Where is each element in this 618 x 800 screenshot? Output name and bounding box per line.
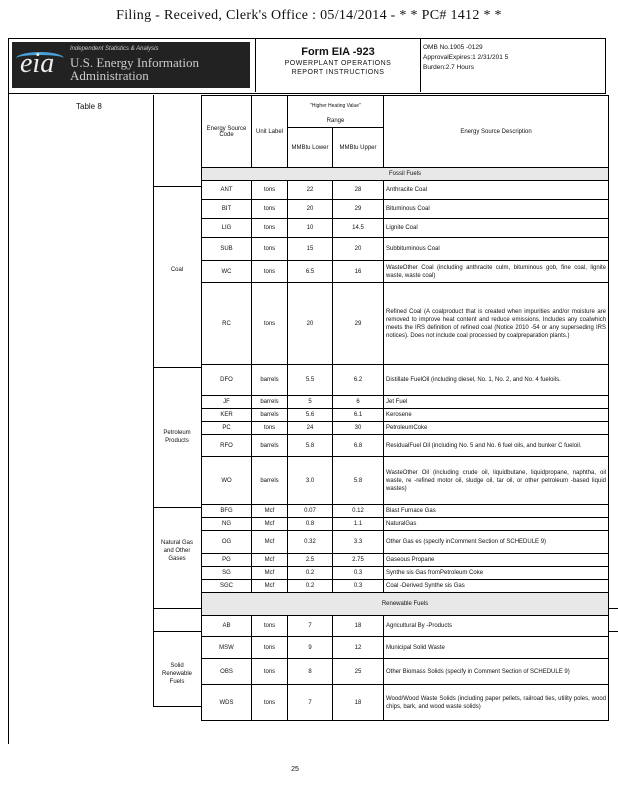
filing-stamp: Filing - Received, Clerk's Office : 05/14/2014 - * * PC# 1412 * *	[116, 8, 502, 23]
cell-unit: barrels	[252, 396, 288, 409]
table-row	[202, 567, 609, 580]
cell-code: ANT	[202, 181, 252, 200]
cell-lower: 8	[288, 659, 333, 685]
cell-upper: 1.1	[333, 518, 384, 531]
cell-unit: Mcf	[252, 505, 288, 518]
cell-lower: 0.32	[288, 531, 333, 554]
category-separator	[153, 706, 201, 707]
category-gas: Natural Gas and Other Gases	[160, 540, 193, 562]
table-row	[202, 531, 609, 554]
omb-number: OMB No.1905 -0129	[423, 44, 483, 51]
cell-upper: 20	[333, 238, 384, 261]
cell-code: DFO	[202, 365, 252, 396]
table-row	[202, 200, 609, 219]
cell-code: RC	[202, 283, 252, 365]
cell-desc: Lignite Coal	[384, 219, 609, 238]
table-row	[202, 261, 609, 283]
table-row	[202, 283, 609, 365]
cell-upper: 0.3	[333, 567, 384, 580]
cell-code: WC	[202, 261, 252, 283]
cell-lower: 7	[288, 685, 333, 721]
cell-upper: 6.8	[333, 435, 384, 457]
cell-code: SUB	[202, 238, 252, 261]
approval-expires: ApprovalExpires:1 2/31/201 5	[423, 54, 509, 61]
cell-desc: Municipal Solid Waste	[384, 637, 609, 659]
cell-lower: 20	[288, 283, 333, 365]
cell-unit: tons	[252, 261, 288, 283]
cell-desc: Other Biomass Solids (specify in Comment Section of SCHEDULE 9)	[384, 659, 609, 685]
section-extension-line	[608, 631, 618, 632]
cell-unit: Mcf	[252, 531, 288, 554]
table-row	[202, 659, 609, 685]
cell-code: AB	[202, 616, 252, 637]
cell-desc: WasteOther Oil (including crude oil, liquidbutane, liquidpropane, naphtha, oil waste, re -refined motor oil, sludge oil, tar oil, or other petroleum -based liquid wastes)	[384, 457, 609, 505]
form-header	[8, 38, 606, 94]
section-row	[202, 593, 609, 616]
table-row	[202, 518, 609, 531]
table-row	[202, 422, 609, 435]
table-row	[202, 219, 609, 238]
table-row	[202, 554, 609, 567]
col-header-lower: MMBtu Lower	[288, 128, 333, 168]
cell-lower: 0.8	[288, 518, 333, 531]
cell-desc: Distillate FuelOil (including diesel, No. 1, No. 2, and No. 4 fueloils.	[384, 365, 609, 396]
table-row	[202, 409, 609, 422]
section-row	[202, 168, 609, 181]
col-header-range: Range	[288, 116, 384, 128]
cell-code: SGC	[202, 580, 252, 593]
left-frame-line	[8, 94, 154, 744]
category-separator	[153, 186, 201, 187]
cell-desc: Agricultural By -Products	[384, 616, 609, 637]
cell-desc: Subbituminous Coal	[384, 238, 609, 261]
cell-upper: 6	[333, 396, 384, 409]
table-row	[202, 505, 609, 518]
col-header-upper: MMBtu Upper	[333, 128, 384, 168]
form-title: Form EIA -923	[301, 46, 375, 58]
table-row	[202, 365, 609, 396]
table-row	[202, 616, 609, 637]
cell-upper: 6.2	[333, 365, 384, 396]
cell-unit: tons	[252, 422, 288, 435]
cell-lower: 5.8	[288, 435, 333, 457]
table-row	[202, 580, 609, 593]
cell-unit: Mcf	[252, 580, 288, 593]
cell-lower: 9	[288, 637, 333, 659]
cell-code: RFO	[202, 435, 252, 457]
cell-unit: tons	[252, 659, 288, 685]
cell-desc: PetroleumCoke	[384, 422, 609, 435]
section-renewable: Renewable Fuels	[202, 593, 609, 616]
cell-upper: 0.12	[333, 505, 384, 518]
cell-desc: WasteOther Coal (including anthracite culm, bituminous gob, fine coal, lignite waste, waste coal)	[384, 261, 609, 283]
category-separator	[153, 608, 201, 609]
table-label: Table 8	[76, 102, 102, 111]
cell-unit: tons	[252, 200, 288, 219]
section-fossil: Fossil Fuels	[202, 168, 609, 181]
section-extension-line	[608, 608, 618, 609]
cell-desc: Wood/Wood Waste Solids (including paper pellets, railroad ties, utility poles, wood chips, bark, and wood waste solids)	[384, 685, 609, 721]
cell-lower: 2.5	[288, 554, 333, 567]
cell-code: NG	[202, 518, 252, 531]
form-subtitle-1: POWERPLANT OPERATIONS	[284, 60, 392, 67]
cell-unit: tons	[252, 181, 288, 200]
logo-agency-name: U.S. Energy Information Administration	[70, 55, 200, 83]
cell-upper: 0.3	[333, 580, 384, 593]
form-subtitle-2: REPORT INSTRUCTIONS	[291, 69, 385, 76]
cell-unit: barrels	[252, 435, 288, 457]
table-row	[202, 435, 609, 457]
cell-upper: 30	[333, 422, 384, 435]
cell-code: BFG	[202, 505, 252, 518]
table-row	[202, 685, 609, 721]
cell-unit: tons	[252, 685, 288, 721]
cell-code: PG	[202, 554, 252, 567]
table-row	[202, 637, 609, 659]
cell-lower: 5.6	[288, 409, 333, 422]
cell-desc: ResidualFuel Oil (including No. 5 and No. 6 fuel oils, and bunker C fueloil.	[384, 435, 609, 457]
cell-lower: 0.07	[288, 505, 333, 518]
cell-code: PC	[202, 422, 252, 435]
cell-lower: 22	[288, 181, 333, 200]
cell-upper: 3.3	[333, 531, 384, 554]
col-header-desc: Energy Source Description	[384, 96, 609, 168]
cell-code: BIT	[202, 200, 252, 219]
cell-desc: Blast Furnace Gas	[384, 505, 609, 518]
cell-unit: tons	[252, 616, 288, 637]
cell-lower: 20	[288, 200, 333, 219]
cell-upper: 5.8	[333, 457, 384, 505]
cell-upper: 18	[333, 685, 384, 721]
cell-upper: 25	[333, 659, 384, 685]
category-separator	[153, 367, 201, 368]
cell-desc: Anthracite Coal	[384, 181, 609, 200]
cell-unit: Mcf	[252, 518, 288, 531]
cell-unit: Mcf	[252, 554, 288, 567]
cell-upper: 28	[333, 181, 384, 200]
cell-unit: tons	[252, 283, 288, 365]
cell-lower: 7	[288, 616, 333, 637]
cell-unit: barrels	[252, 457, 288, 505]
cell-lower: 24	[288, 422, 333, 435]
cell-desc: Bituminous Coal	[384, 200, 609, 219]
form-title-block	[255, 39, 421, 92]
category-separator	[153, 631, 201, 632]
cell-code: SG	[202, 567, 252, 580]
page-number: 25	[291, 766, 299, 773]
cell-upper: 14.5	[333, 219, 384, 238]
cell-desc: Gaseous Propane	[384, 554, 609, 567]
cell-lower: 10	[288, 219, 333, 238]
table-row	[202, 181, 609, 200]
cell-unit: tons	[252, 219, 288, 238]
cell-desc: Coal -Derived Synthe sis Gas	[384, 580, 609, 593]
category-solid: Solid Renewable Fuels	[161, 663, 193, 685]
cell-upper: 6.1	[333, 409, 384, 422]
cell-upper: 2.75	[333, 554, 384, 567]
cell-desc: NaturalGas	[384, 518, 609, 531]
category-coal: Coal	[170, 267, 184, 273]
cell-unit: tons	[252, 637, 288, 659]
col-header-unit: Unit Label	[252, 96, 288, 168]
cell-upper: 29	[333, 200, 384, 219]
category-petroleum: Petroleum Products	[163, 430, 191, 444]
burden-hours: Burden:2.7 Hours	[423, 64, 474, 71]
cell-desc: Synthe sis Gas fromPetroleum Coke	[384, 567, 609, 580]
category-separator	[153, 507, 201, 508]
cell-unit: Mcf	[252, 567, 288, 580]
cell-unit: barrels	[252, 409, 288, 422]
col-header-heating-note: "Higher Heating Value"	[288, 96, 384, 116]
cell-code: MSW	[202, 637, 252, 659]
cell-lower: 3.0	[288, 457, 333, 505]
table-row	[202, 396, 609, 409]
cell-upper: 16	[333, 261, 384, 283]
cell-code: OG	[202, 531, 252, 554]
logo-tagline: Independent Statistics & Analysis	[70, 46, 159, 52]
header-row	[202, 96, 609, 116]
table-row	[202, 457, 609, 505]
cell-code: JF	[202, 396, 252, 409]
cell-lower: 0.2	[288, 567, 333, 580]
cell-lower: 0.2	[288, 580, 333, 593]
col-header-code: Energy Source Code	[202, 96, 252, 168]
cell-desc: Kerosene	[384, 409, 609, 422]
cell-lower: 15	[288, 238, 333, 261]
cell-unit: barrels	[252, 365, 288, 396]
energy-source-table	[201, 95, 609, 721]
cell-lower: 5.5	[288, 365, 333, 396]
cell-desc: Other Gas es (specify inComment Section of SCHEDULE 9)	[384, 531, 609, 554]
cell-upper: 12	[333, 637, 384, 659]
cell-desc: Refined Coal (A coalproduct that is created when impurities and/or moisture are removed to improve heat content and reduce emissions. Includes any coalwhich meets the IRS definition of refined coal (Notice 2010 -54 or any superseding IRS notices). Does not include coal processed by coalpreparation plants.)	[384, 283, 609, 365]
cell-code: OBS	[202, 659, 252, 685]
cell-code: WO	[202, 457, 252, 505]
cell-unit: tons	[252, 238, 288, 261]
eia-logo	[12, 42, 250, 88]
cell-upper: 29	[333, 283, 384, 365]
cell-desc: Jet Fuel	[384, 396, 609, 409]
cell-upper: 18	[333, 616, 384, 637]
logo-mark: eia	[20, 48, 55, 79]
omb-info	[423, 43, 508, 73]
cell-code: KER	[202, 409, 252, 422]
cell-lower: 5	[288, 396, 333, 409]
cell-lower: 6.5	[288, 261, 333, 283]
table-row	[202, 238, 609, 261]
cell-code: WDS	[202, 685, 252, 721]
cell-code: LIG	[202, 219, 252, 238]
